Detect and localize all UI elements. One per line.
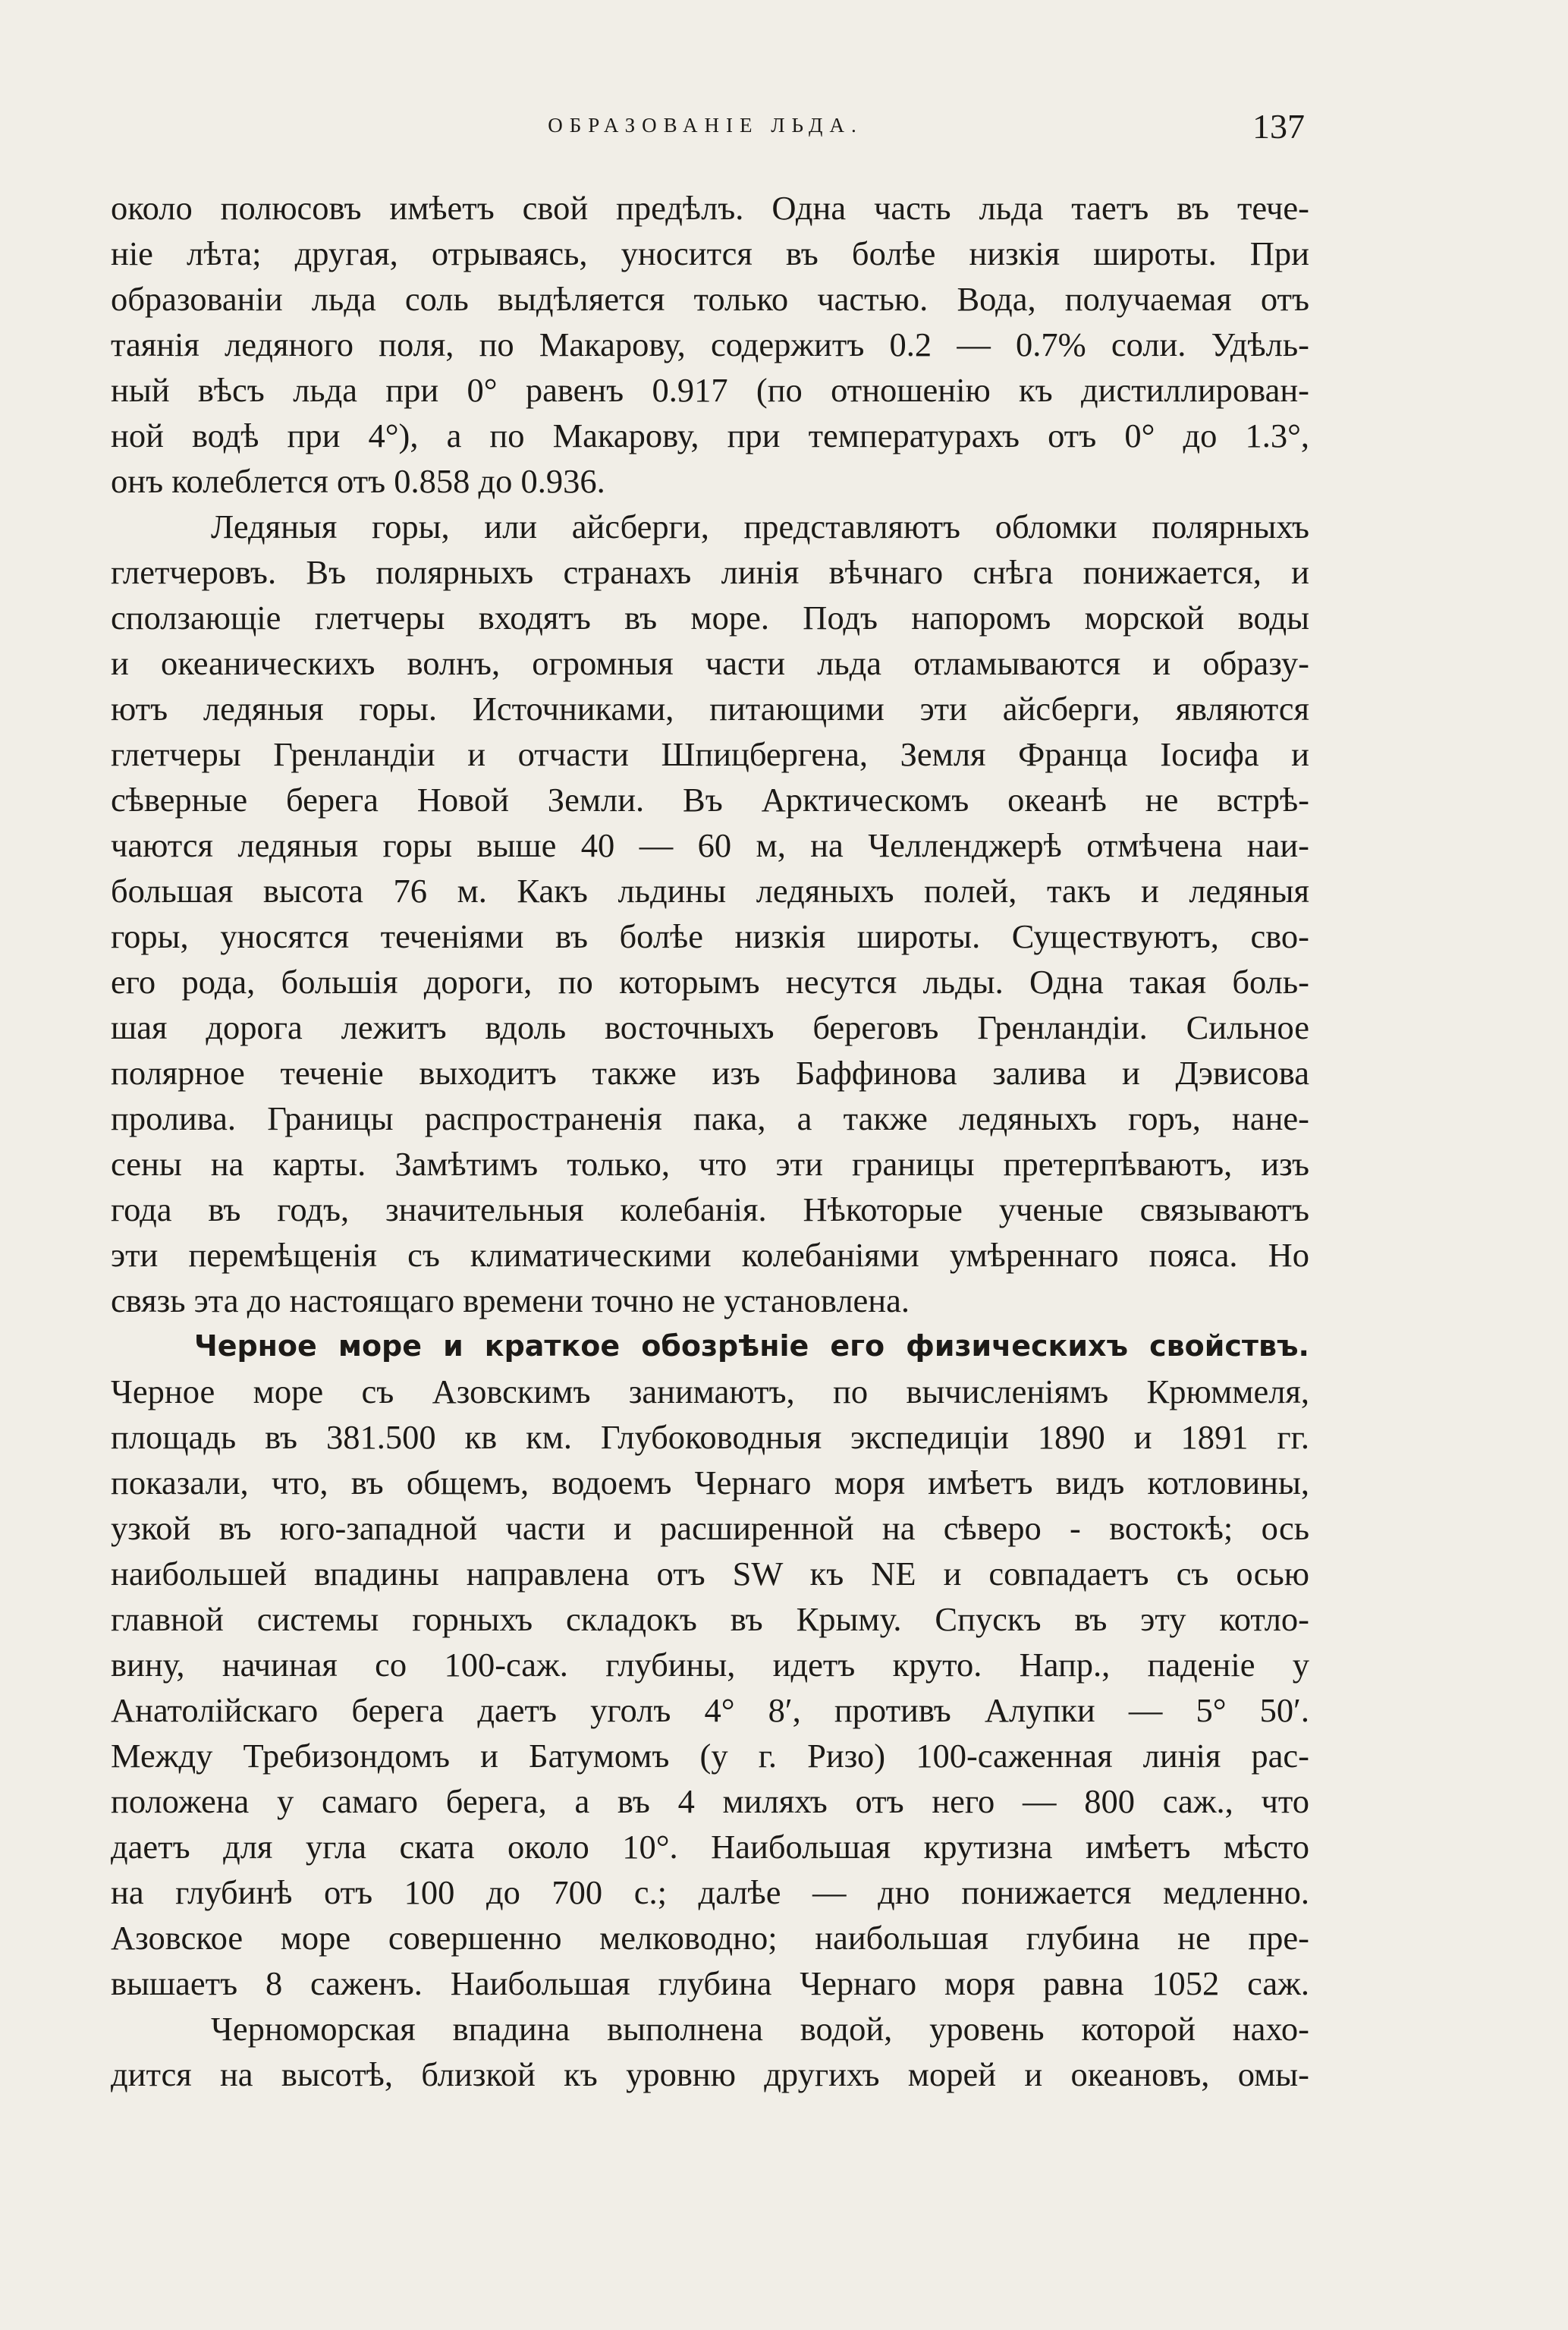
text-line: даетъ для угла ската около 10°. Наибольшая крутизна имѣетъ мѣсто <box>111 1828 1309 1866</box>
text-line: Между Требизондомъ и Батумомъ (у г. Ризо) 100-саженная линія рас- <box>111 1737 1309 1775</box>
text-line: эти перемѣщенія съ климатическими колебаніями умѣреннаго пояса. Но <box>111 1236 1309 1274</box>
text-line: пролива. Границы распространенія пака, а также ледяныхъ горъ, нане- <box>111 1099 1309 1137</box>
text-line: ной водѣ при 4°), а по Макарову, при температурахъ отъ 0° до 1.3°, <box>111 417 1309 454</box>
text-line: дится на высотѣ, близкой къ уровню другихъ морей и океановъ, омы- <box>111 2055 1309 2093</box>
text-line: глетчеровъ. Въ полярныхъ странахъ линія вѣчнаго снѣга понижается, и <box>111 553 1309 591</box>
text-line: Анатолійскаго берега даетъ уголъ 4° 8′, противъ Алупки — 5° 50′. <box>111 1691 1309 1729</box>
text-line: связь эта до настоящаго времени точно не установлена. <box>111 1281 910 1319</box>
text-line: Ледяныя горы, или айсберги, представляютъ обломки полярныхъ <box>211 508 1309 546</box>
text-line: года въ годъ, значительныя колебанія. Нѣкоторые ученые связываютъ <box>111 1190 1309 1228</box>
text-line: его рода, большія дороги, по которымъ несутся льды. Одна такая боль- <box>111 963 1309 1001</box>
text-line: вину, начиная со 100-саж. глубины, идетъ круто. Напр., паденіе у <box>111 1646 1309 1684</box>
text-line: онъ колеблется отъ 0.858 до 0.936. <box>111 462 605 500</box>
text-line: главной системы горныхъ складокъ въ Крыму. Спускъ въ эту котло- <box>111 1600 1309 1638</box>
text-line: ніе лѣта; другая, отрываясь, уносится въ болѣе низкія широты. При <box>111 234 1309 272</box>
body-text <box>111 185 1309 2097</box>
text-line: полярное теченіе выходитъ также изъ Баффинова залива и Дэвисова <box>111 1054 1309 1092</box>
page-header <box>106 106 1305 152</box>
text-line: показали, что, въ общемъ, водоемъ Чернаго моря имѣетъ видъ котловины, <box>111 1464 1309 1501</box>
text-line: сѣверные берега Новой Земли. Въ Арктическомъ океанѣ не встрѣ- <box>111 781 1309 819</box>
running-title: ОБРАЗОВАНІЕ ЛЬДА. <box>548 114 863 137</box>
page-number: 137 <box>1252 107 1305 146</box>
text-line: большая высота 76 м. Какъ льдины ледяныхъ полей, такъ и ледяныя <box>111 872 1309 910</box>
text-line: положена у самаго берега, а въ 4 миляхъ отъ него — 800 саж., что <box>111 1782 1309 1820</box>
text-line: горы, уносятся теченіями въ болѣе низкія широты. Существуютъ, сво- <box>111 917 1309 955</box>
text-line: ютъ ледяныя горы. Источниками, питающими эти айсберги, являются <box>111 690 1309 728</box>
text-line: площадь въ 381.500 кв км. Глубоководныя экспедиціи 1890 и 1891 гг. <box>111 1418 1309 1456</box>
text-line: и океаническихъ волнъ, огромныя части льда отламываются и образу- <box>111 644 1309 682</box>
text-line: ный вѣсъ льда при 0° равенъ 0.917 (по отношенію къ дистиллирован- <box>111 371 1309 409</box>
text-line: таянія ледяного поля, по Макарову, содержитъ 0.2 — 0.7% соли. Удѣль- <box>111 325 1309 363</box>
text-line: наибольшей впадины направлена отъ SW къ NE и совпадаетъ съ осью <box>111 1555 1309 1593</box>
text-line: Черное море съ Азовскимъ занимаютъ, по вычисленіямъ Крюммеля, <box>111 1373 1309 1410</box>
text-line: сползающіе глетчеры входятъ въ море. Подъ напоромъ морской воды <box>111 599 1309 637</box>
text-line: узкой въ юго-западной части и расширенной на сѣверо - востокѣ; ось <box>111 1509 1309 1547</box>
text-line: на глубинѣ отъ 100 до 700 с.; далѣе — дно понижается медленно. <box>111 1873 1309 1911</box>
text-line: около полюсовъ имѣетъ свой предѣлъ. Одна часть льда таетъ въ тече- <box>111 189 1309 227</box>
text-line: вышаетъ 8 саженъ. Наибольшая глубина Чернаго моря равна 1052 саж. <box>111 1964 1309 2002</box>
text-line: сены на карты. Замѣтимъ только, что эти границы претерпѣваютъ, изъ <box>111 1145 1309 1183</box>
text-line: шая дорога лежитъ вдоль восточныхъ береговъ Гренландіи. Сильное <box>111 1008 1309 1046</box>
text-line: чаются ледяныя горы выше 40 — 60 м, на Челленджерѣ отмѣчена наи- <box>111 826 1309 864</box>
text-line: Азовское море совершенно мелководно; наибольшая глубина не пре- <box>111 1919 1309 1957</box>
text-line: образованіи льда соль выдѣляется только частью. Вода, получаемая отъ <box>111 280 1309 318</box>
text-line: Черноморская впадина выполнена водой, уровень которой нахо- <box>211 2010 1309 2048</box>
text-line: глетчеры Гренландіи и отчасти Шпицбергена, Земля Франца Іосифа и <box>111 735 1309 773</box>
section-heading: Черное море и краткое обозрѣніе его физическихъ свойствъ. <box>194 1329 1309 1363</box>
